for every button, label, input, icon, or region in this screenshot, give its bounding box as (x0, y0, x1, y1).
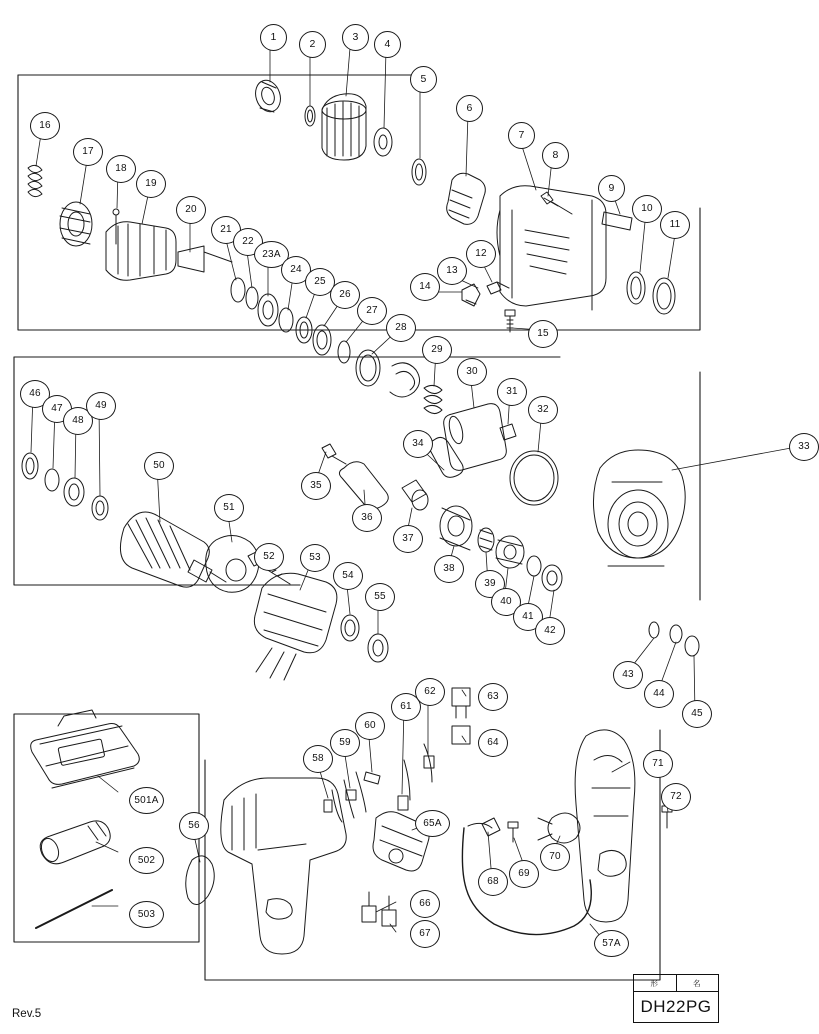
callout-label: 64 (487, 737, 499, 748)
callout-69[interactable] (509, 860, 539, 888)
callout-59[interactable] (330, 729, 360, 757)
callout-label: 4 (384, 38, 391, 51)
callout-label: 36 (361, 512, 373, 523)
callout-label: 28 (395, 322, 407, 333)
callout-label: 40 (500, 596, 512, 607)
callout-label: 33 (798, 441, 810, 452)
callout-34[interactable] (403, 430, 433, 458)
callout-38[interactable] (434, 555, 464, 583)
callout-20[interactable] (176, 196, 206, 224)
callout-35[interactable] (301, 472, 331, 500)
callout-50[interactable] (144, 452, 174, 480)
callout-label: 60 (364, 720, 376, 731)
callout-label: 27 (366, 305, 378, 316)
callout-26[interactable] (330, 281, 360, 309)
callout-31[interactable] (497, 378, 527, 406)
callout-5[interactable] (410, 66, 437, 93)
callout-label: 57A (602, 937, 621, 949)
callout-15[interactable] (528, 320, 558, 348)
callout-label: 30 (466, 366, 478, 377)
callout-12[interactable] (466, 240, 496, 268)
callout-36[interactable] (352, 504, 382, 532)
callout-label: 26 (339, 289, 351, 300)
callout-label: 50 (153, 460, 165, 471)
callout-2[interactable] (299, 31, 326, 58)
callout-label: 37 (402, 533, 414, 544)
callout-label: 14 (419, 281, 431, 292)
callout-label: 17 (82, 146, 94, 157)
model-box-header-left: 形 (634, 975, 677, 991)
callout-label: 22 (242, 236, 254, 247)
callout-label: 67 (419, 928, 431, 939)
callout-label: 29 (431, 344, 443, 355)
callout-label: 45 (691, 708, 703, 719)
callout-label: 48 (72, 415, 84, 426)
callout-503[interactable] (129, 901, 164, 928)
callout-1[interactable] (260, 24, 287, 51)
callout-label: 1 (270, 31, 277, 44)
callout-label: 56 (188, 820, 200, 831)
callout-63[interactable] (478, 683, 508, 711)
callout-label: 63 (487, 691, 499, 702)
callout-10[interactable] (632, 195, 662, 223)
callout-label: 35 (310, 480, 322, 491)
model-box-header-right: 名 (693, 978, 702, 988)
callout-64[interactable] (478, 729, 508, 757)
callout-19[interactable] (136, 170, 166, 198)
callout-54[interactable] (333, 562, 363, 590)
callout-62[interactable] (415, 678, 445, 706)
callout-label: 9 (608, 182, 615, 195)
callout-33[interactable] (789, 433, 819, 461)
callout-label: 502 (137, 854, 156, 866)
callout-37[interactable] (393, 525, 423, 553)
callout-43[interactable] (613, 661, 643, 689)
callout-label: 69 (518, 868, 530, 879)
callout-label: 43 (622, 669, 634, 680)
callout-label: 31 (506, 386, 518, 397)
callout-label: 8 (552, 149, 559, 162)
callout-label: 53 (309, 552, 321, 563)
model-number-value: DH22PG (633, 991, 719, 1023)
callout-72[interactable] (661, 783, 691, 811)
callout-17[interactable] (73, 138, 103, 166)
callout-label: 5 (420, 73, 427, 86)
callout-label: 15 (537, 328, 549, 339)
callout-label: 19 (145, 178, 157, 189)
callout-label: 41 (522, 611, 534, 622)
callout-label: 70 (549, 851, 561, 862)
callout-27[interactable] (357, 297, 387, 325)
callout-49[interactable] (86, 392, 116, 420)
model-number-box (633, 974, 719, 1020)
callout-56[interactable] (179, 812, 209, 840)
callout-58[interactable] (303, 745, 333, 773)
callout-30[interactable] (457, 358, 487, 386)
callout-label: 10 (641, 203, 653, 214)
callout-13[interactable] (437, 257, 467, 285)
callout-18[interactable] (106, 155, 136, 183)
callout-label: 54 (342, 570, 354, 581)
callout-45[interactable] (682, 700, 712, 728)
callout-label: 38 (443, 563, 455, 574)
callout-label: 7 (518, 129, 525, 142)
model-box-header (633, 974, 719, 991)
callout-label: 2 (309, 38, 316, 51)
callout-label: 24 (290, 264, 302, 275)
callout-label: 71 (652, 758, 664, 769)
callout-label: 13 (446, 265, 458, 276)
callout-label: 18 (115, 163, 127, 174)
callout-60[interactable] (355, 712, 385, 740)
callout-66[interactable] (410, 890, 440, 918)
callout-label: 501A (134, 794, 159, 806)
callout-57a[interactable] (594, 930, 629, 957)
callout-8[interactable] (542, 142, 569, 169)
callout-9[interactable] (598, 175, 625, 202)
callout-label: 49 (95, 400, 107, 411)
callout-14[interactable] (410, 273, 440, 301)
callout-label: 55 (374, 591, 386, 602)
callout-label: 34 (412, 438, 424, 449)
callout-label: 12 (475, 248, 487, 259)
callout-label: 23A (262, 248, 281, 260)
callout-label: 25 (314, 276, 326, 287)
callout-label: 3 (352, 31, 359, 44)
callout-6[interactable] (456, 95, 483, 122)
callout-502[interactable] (129, 847, 164, 874)
callout-68[interactable] (478, 868, 508, 896)
callout-51[interactable] (214, 494, 244, 522)
callout-7[interactable] (508, 122, 535, 149)
callout-label: 39 (484, 578, 496, 589)
callout-70[interactable] (540, 843, 570, 871)
callout-4[interactable] (374, 31, 401, 58)
callout-16[interactable] (30, 112, 60, 140)
callout-label: 59 (339, 737, 351, 748)
callout-label: 16 (39, 120, 51, 131)
callout-67[interactable] (410, 920, 440, 948)
callout-label: 58 (312, 753, 324, 764)
callout-label: 72 (670, 791, 682, 802)
callout-label: 51 (223, 502, 235, 513)
callout-28[interactable] (386, 314, 416, 342)
callout-label: 65A (423, 817, 442, 829)
callout-3[interactable] (342, 24, 369, 51)
callout-label: 68 (487, 876, 499, 887)
callout-label: 66 (419, 898, 431, 909)
callout-label: 32 (537, 404, 549, 415)
callout-label: 20 (185, 204, 197, 215)
callout-65a[interactable] (415, 810, 450, 837)
callout-label: 62 (424, 686, 436, 697)
callout-label: 42 (544, 625, 556, 636)
callout-53[interactable] (300, 544, 330, 572)
callout-11[interactable] (660, 211, 690, 239)
revision-label: Rev.5 (12, 1008, 42, 1020)
callout-label: 52 (263, 551, 275, 562)
callout-32[interactable] (528, 396, 558, 424)
callout-label: 61 (400, 701, 412, 712)
callout-55[interactable] (365, 583, 395, 611)
callout-42[interactable] (535, 617, 565, 645)
callout-501a[interactable] (129, 787, 164, 814)
callout-label: 46 (29, 388, 41, 399)
callout-label: 44 (653, 688, 665, 699)
callout-label: 47 (51, 403, 63, 414)
callout-44[interactable] (644, 680, 674, 708)
callout-label: 11 (669, 219, 681, 230)
callout-52[interactable] (254, 543, 284, 571)
callout-label: 6 (466, 102, 473, 115)
callout-29[interactable] (422, 336, 452, 364)
callout-71[interactable] (643, 750, 673, 778)
callout-label: 21 (220, 224, 232, 235)
callout-label: 503 (137, 908, 156, 920)
